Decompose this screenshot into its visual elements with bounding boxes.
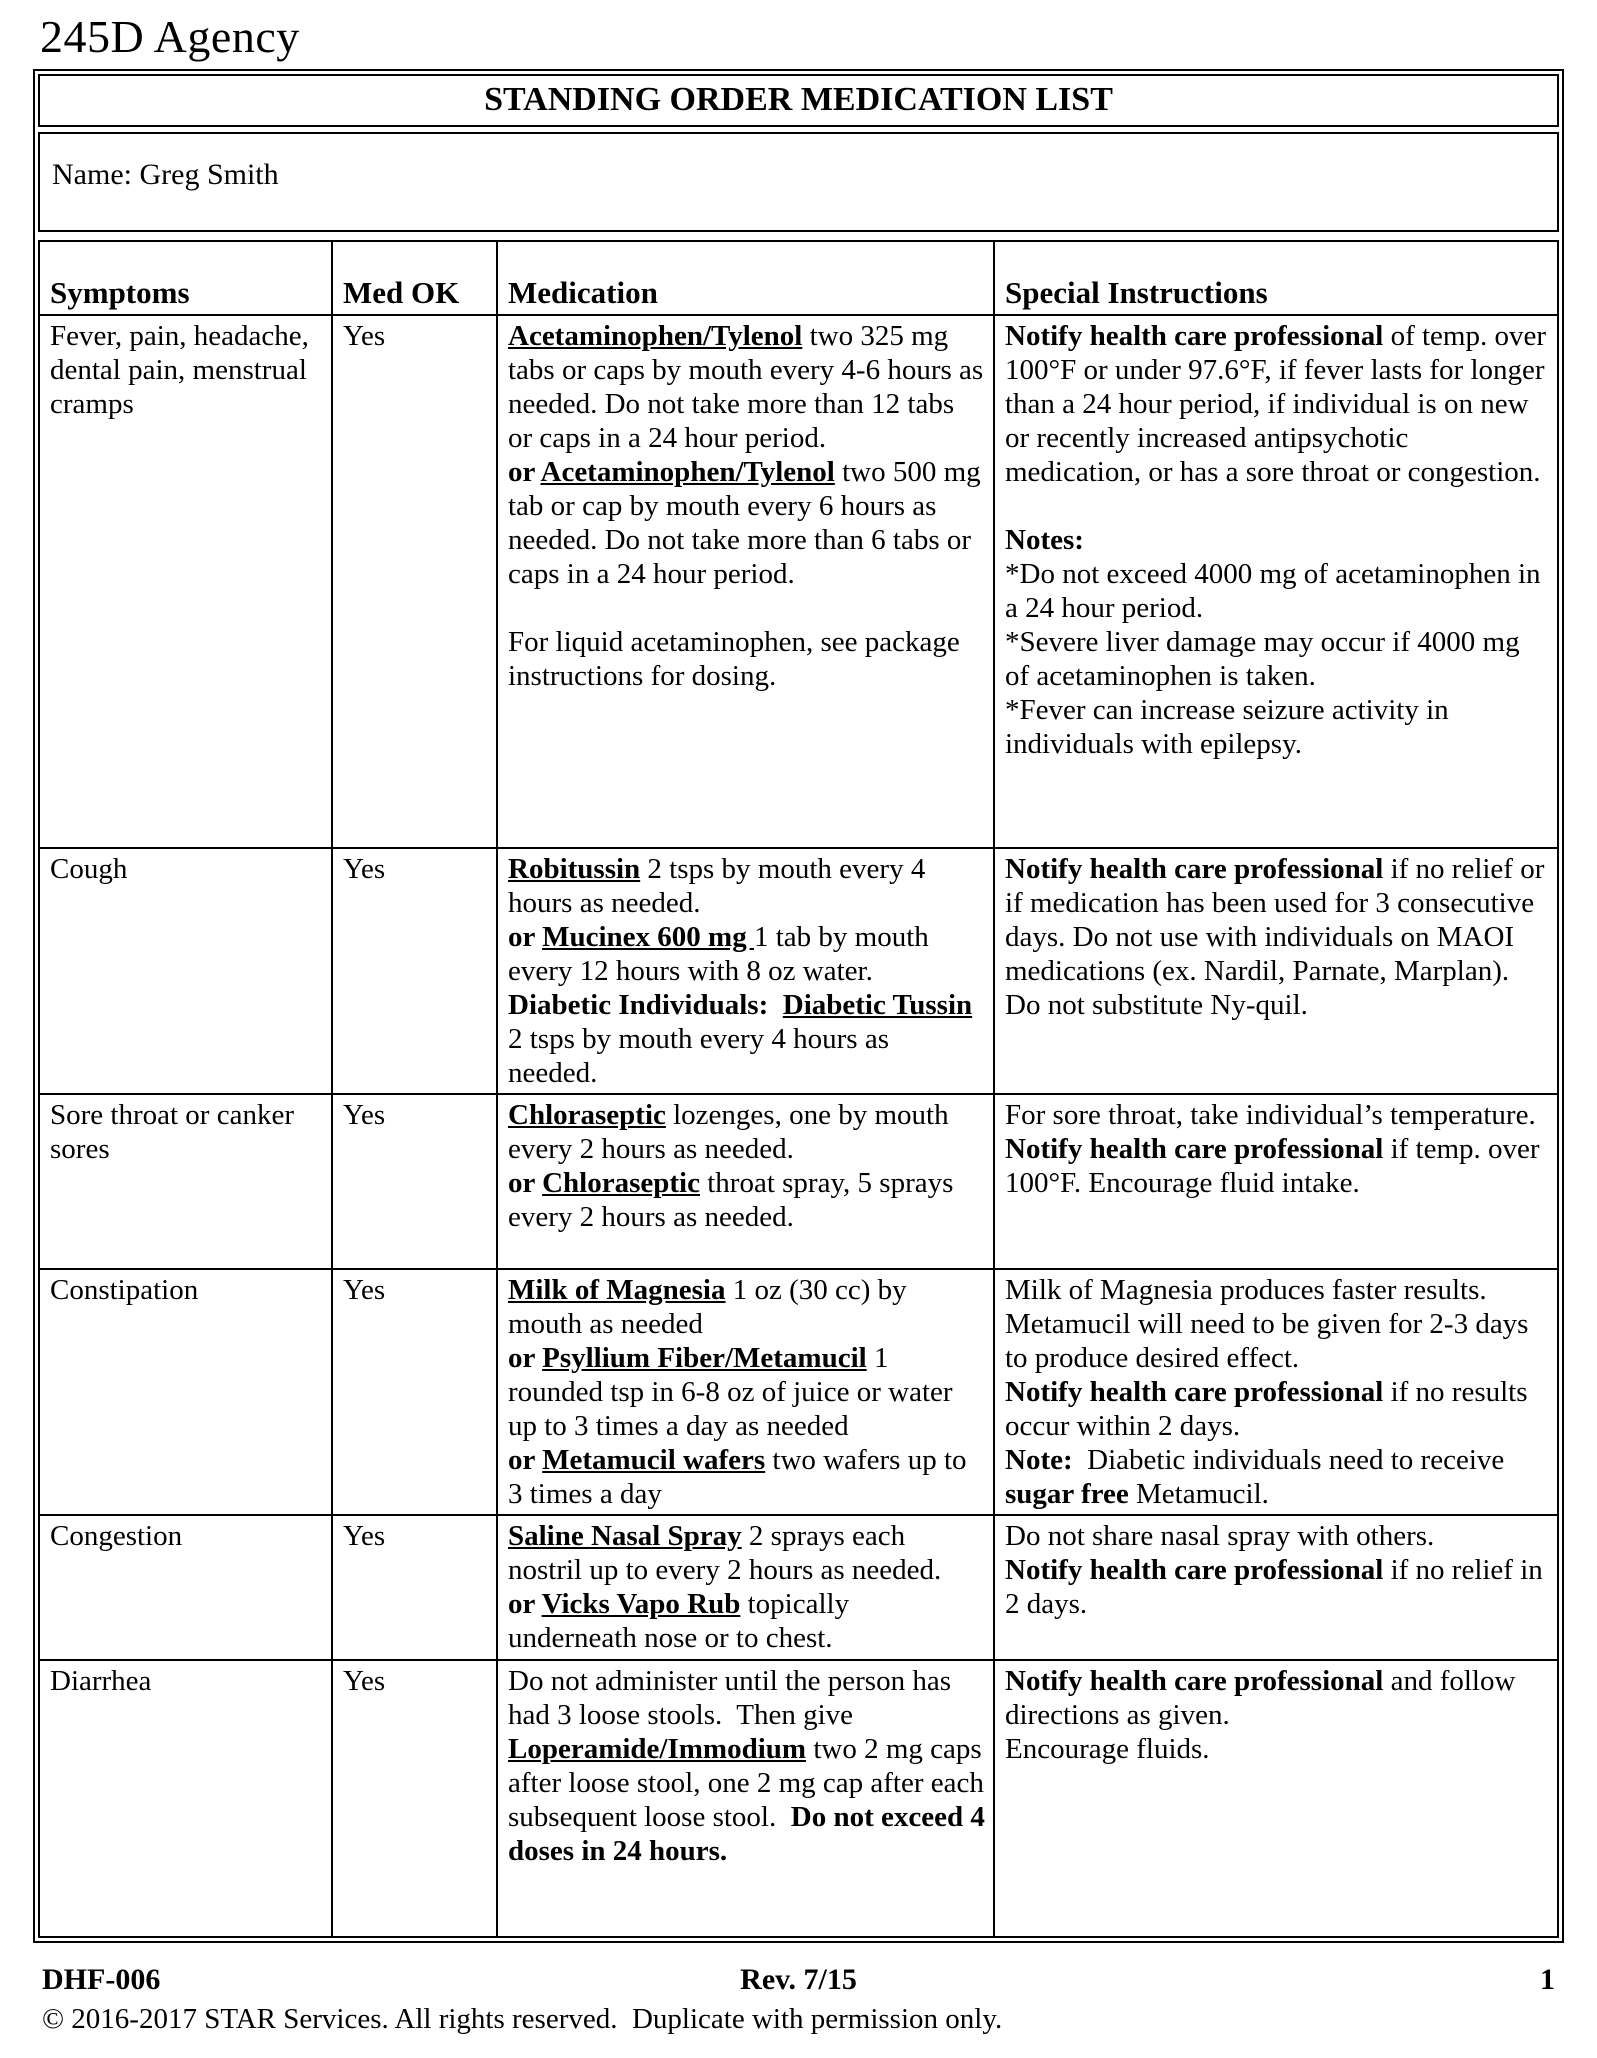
symptoms-cell: Constipation	[39, 1269, 332, 1515]
medication-cell: Chloraseptic lozenges, one by mouth every 2 hours as needed. or Chloraseptic throat spray, 5 sprays every 2 hours as needed.	[497, 1094, 994, 1269]
form-number: DHF-006	[42, 1963, 161, 1996]
page-footer	[42, 1963, 1555, 2001]
med-ok-cell: Yes	[332, 1515, 497, 1660]
special-instructions-cell: Notify health care professional if no relief or if medication has been used for 3 consecutive days. Do not use with individuals on MAOI medications (ex. Nardil, Parnate, Marplan). Do not substitute Ny-quil.	[994, 848, 1558, 1094]
med-ok-cell: Yes	[332, 848, 497, 1094]
table-row	[39, 1660, 1558, 1937]
medication-cell: Milk of Magnesia 1 oz (30 cc) by mouth as needed or Psyllium Fiber/Metamucil 1 rounded tsp in 6-8 oz of juice or water up to 3 times a day as needed or Metamucil wafers two wafers up to 3 times a day	[497, 1269, 994, 1515]
medication-cell: Acetaminophen/Tylenol two 325 mg tabs or caps by mouth every 4-6 hours as needed. Do not take more than 12 tabs or caps in a 24 hour period. or Acetaminophen/Tylenol two 500 mg tab or cap by mouth every 6 hours as needed. Do not take more than 6 tabs or caps in a 24 hour period. For liquid acetaminophen, see package instructions for dosing.	[497, 315, 994, 848]
symptoms-cell: Diarrhea	[39, 1660, 332, 1937]
special-instructions-cell: Notify health care professional and follow directions as given. Encourage fluids.	[994, 1660, 1558, 1937]
header-symptoms: Symptoms	[39, 241, 332, 315]
table-row	[39, 1094, 1558, 1269]
name-field	[38, 132, 1559, 232]
page-number: 1	[1540, 1963, 1555, 1996]
name-value: Greg Smith	[139, 158, 279, 191]
document-page	[0, 10, 1597, 2058]
table-row	[39, 1269, 1558, 1515]
special-instructions-cell: Milk of Magnesia produces faster results. Metamucil will need to be given for 2-3 days to produce desired effect. Notify health care professional if no results occur within 2 days. Note: Diabetic individuals need to receive sugar free Metamucil.	[994, 1269, 1558, 1515]
symptoms-cell: Cough	[39, 848, 332, 1094]
special-instructions-cell: For sore throat, take individual’s temperature. Notify health care professional if temp. over 100°F. Encourage fluid intake.	[994, 1094, 1558, 1269]
medication-cell: Robitussin 2 tsps by mouth every 4 hours as needed. or Mucinex 600 mg 1 tab by mouth every 12 hours with 8 oz water. Diabetic Individuals: Diabetic Tussin 2 tsps by mouth every 4 hours as needed.	[497, 848, 994, 1094]
agency-heading: 245D Agency	[40, 11, 300, 62]
med-ok-cell: Yes	[332, 315, 497, 848]
form-title: STANDING ORDER MEDICATION LIST	[38, 74, 1559, 127]
table-row	[39, 315, 1558, 848]
table-row	[39, 1515, 1558, 1660]
symptoms-cell: Congestion	[39, 1515, 332, 1660]
symptoms-cell: Sore throat or canker sores	[39, 1094, 332, 1269]
symptoms-cell: Fever, pain, headache, dental pain, menstrual cramps	[39, 315, 332, 848]
medication-table	[38, 240, 1559, 1938]
med-ok-cell: Yes	[332, 1269, 497, 1515]
table-header-row	[39, 241, 1558, 315]
table-row	[39, 848, 1558, 1094]
header-med-ok: Med OK	[332, 241, 497, 315]
medication-cell: Do not administer until the person has had 3 loose stools. Then give Loperamide/Immodium two 2 mg caps after loose stool, one 2 mg cap after each subsequent loose stool. Do not exceed 4 doses in 24 hours.	[497, 1660, 994, 1937]
header-medication: Medication	[497, 241, 994, 315]
medication-cell: Saline Nasal Spray 2 sprays each nostril up to every 2 hours as needed. or Vicks Vapo Rub topically underneath nose or to chest.	[497, 1515, 994, 1660]
med-ok-cell: Yes	[332, 1660, 497, 1937]
special-instructions-cell: Do not share nasal spray with others. Notify health care professional if no relief in 2 days.	[994, 1515, 1558, 1660]
form-container	[33, 69, 1564, 1943]
special-instructions-cell: Notify health care professional of temp. over 100°F or under 97.6°F, if fever lasts for longer than a 24 hour period, if individual is on new or recently increased antipsychotic medication, or has a sore throat or congestion. Notes: *Do not exceed 4000 mg of acetaminophen in a 24 hour period. *Severe liver damage may occur if 4000 mg of acetaminophen is taken. *Fever can increase seizure activity in individuals with epilepsy.	[994, 315, 1558, 848]
med-ok-cell: Yes	[332, 1094, 497, 1269]
header-special-instructions: Special Instructions	[994, 241, 1558, 315]
revision-label: Rev. 7/15	[740, 1963, 857, 1996]
copyright-line: © 2016-2017 STAR Services. All rights reserved. Duplicate with permission only.	[42, 2003, 1003, 2035]
name-label: Name:	[52, 158, 132, 191]
